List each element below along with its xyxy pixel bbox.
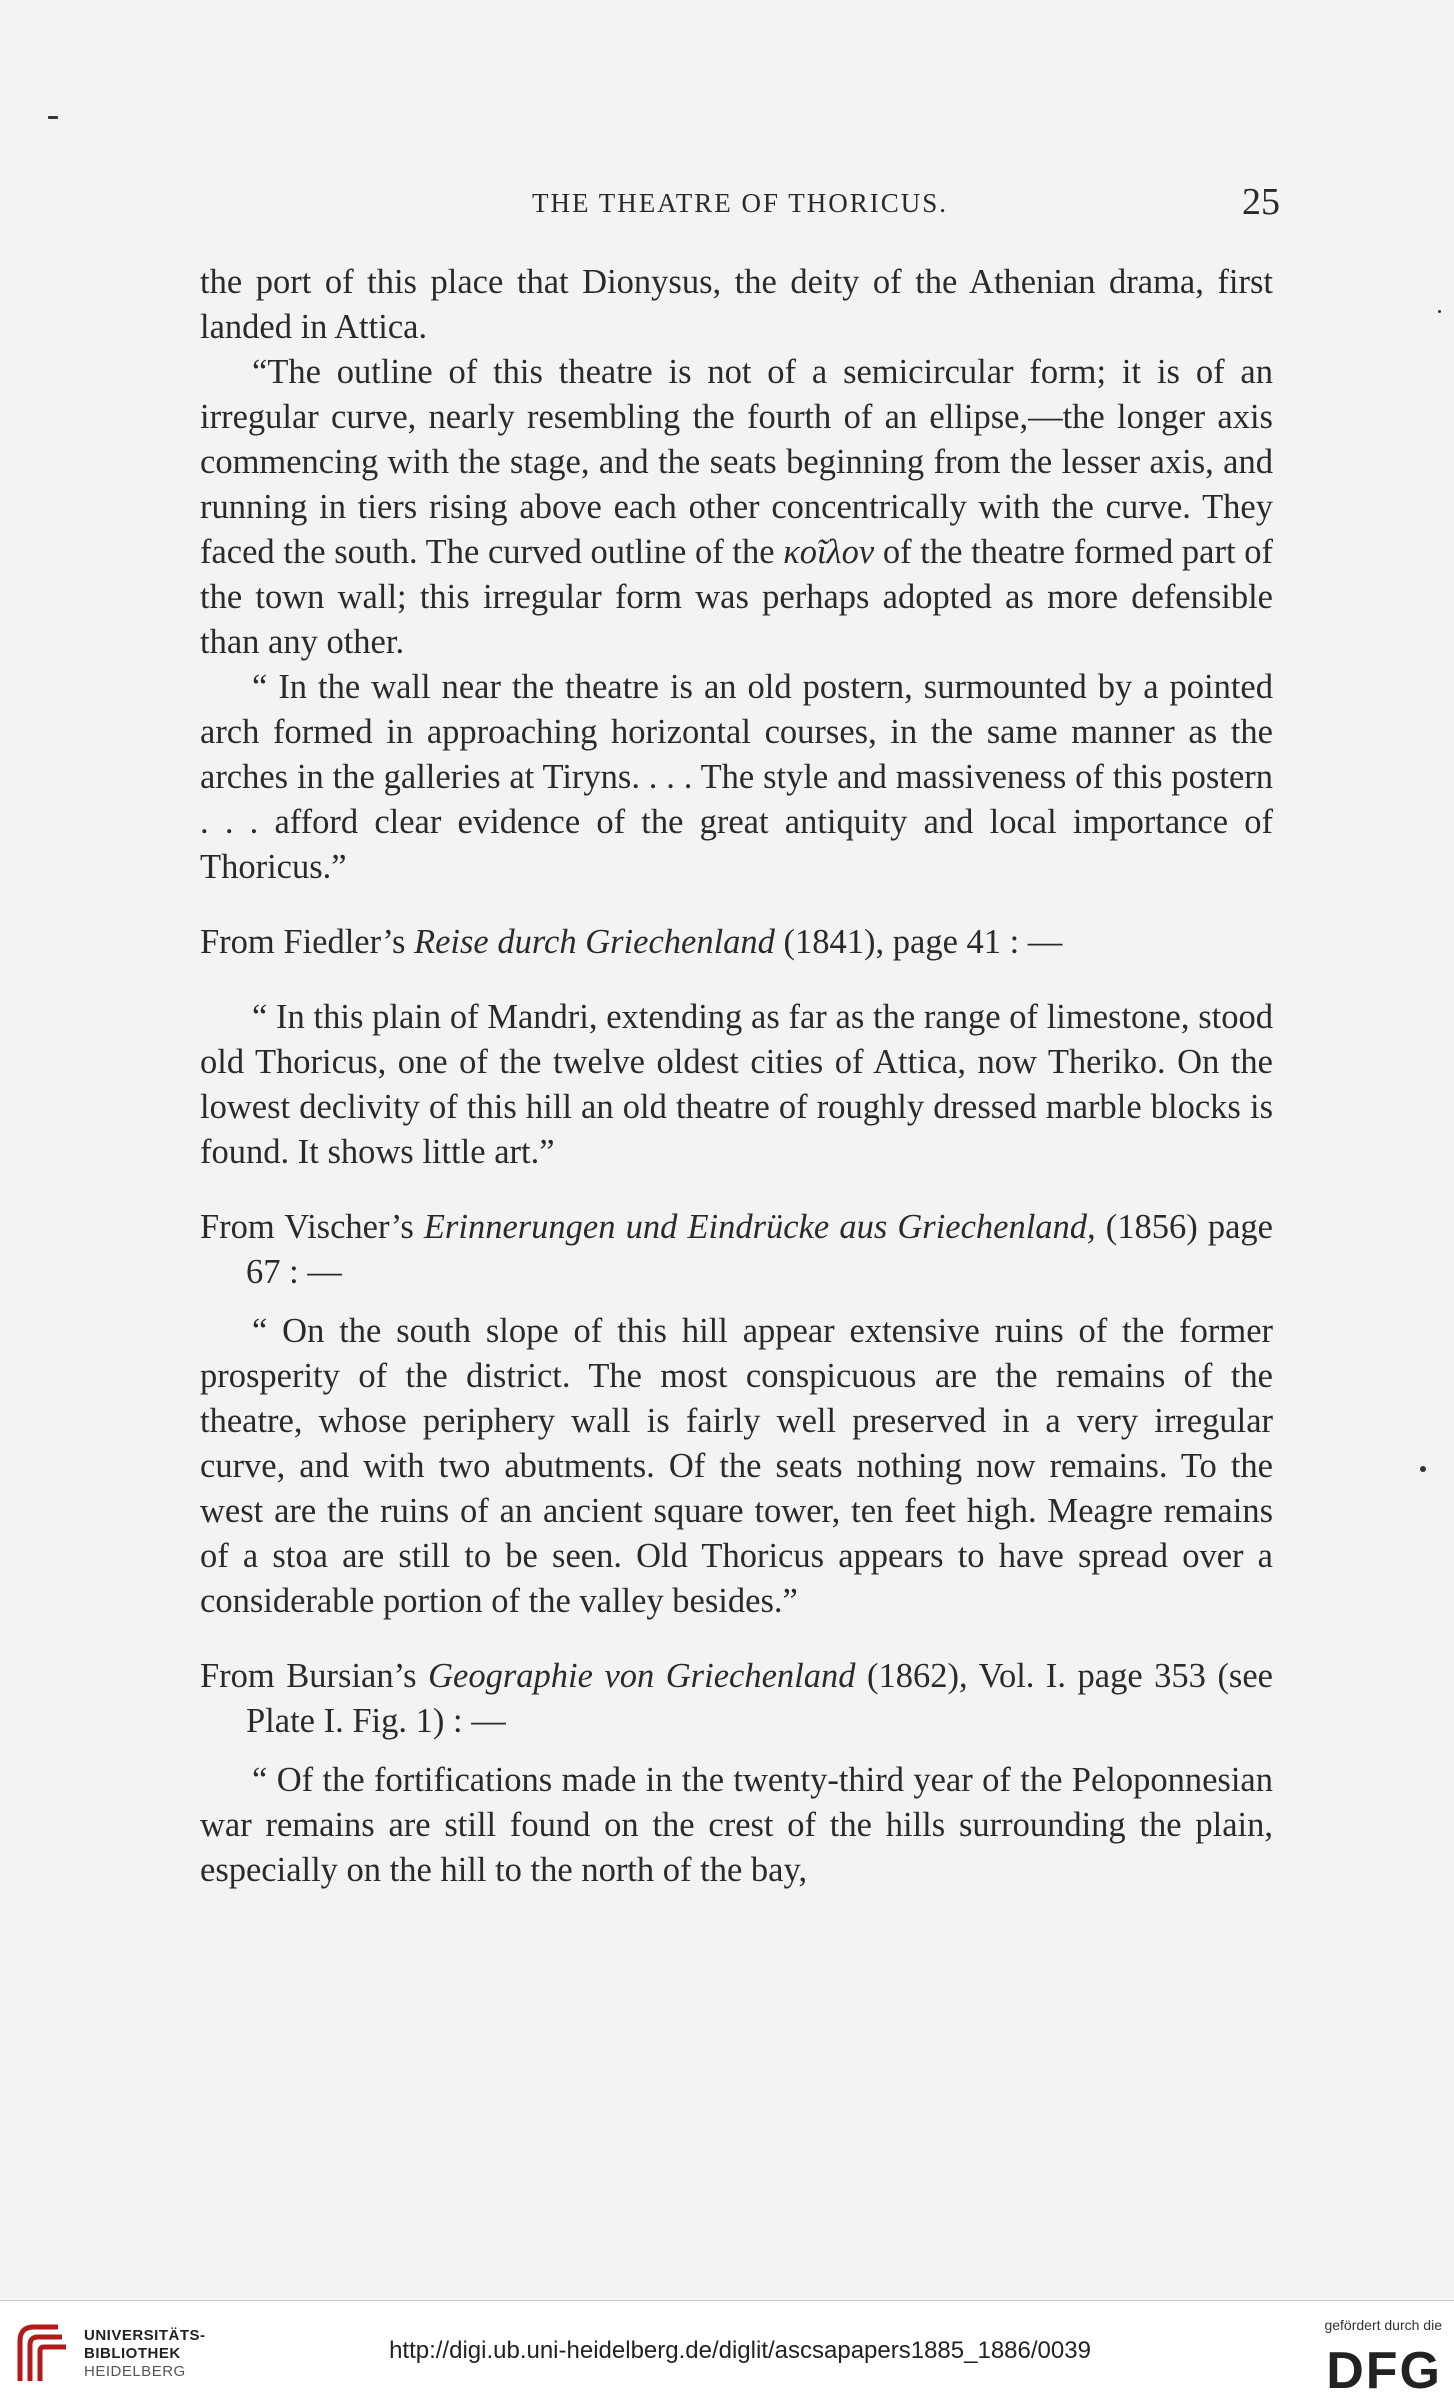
greek-word: κοῖλον (783, 533, 875, 571)
running-head (200, 181, 1280, 238)
body-text (200, 260, 1273, 1893)
text-run: (1862), Vol. I. page 353 (see Plate I. Fig. 1) : — (246, 1657, 1273, 1740)
text-run: (1841), page 41 : — (774, 923, 1063, 961)
paragraph-quote-outline (200, 350, 1273, 665)
text-run: From Bursian’s (200, 1657, 429, 1695)
running-title: THE THEATRE OF THORICUS. (531, 188, 949, 218)
library-city: HEIDELBERG (84, 2363, 186, 2380)
paragraph-continuation: the port of this place that Dionysus, the deity of the Athenian drama, first landed in Attica. (200, 263, 1273, 346)
book-title: Erinnerungen und Eindrücke aus Griechenland, (423, 1208, 1096, 1246)
library-logo-icon (14, 2319, 78, 2389)
text-run: “The outline of this theatre is not of a semicircular form; it is of an irregular curve, nearly resembling the fourth of an ellipse,—the longer axis commencing with the stage, and the seats beginning from the lesser axis, and running in tiers rising above each other concentrically with the curve. They faced the south. The curved outline of the (200, 353, 1273, 571)
scan-speck (1420, 1466, 1426, 1472)
paragraph-quote-south-slope: “ On the south slope of this hill appear extensive ruins of the former prosperity of the district. The most conspicuous are the remains of the theatre, whose periphery wall is fairly well preserved in a very irregular curve, and with two abutments. Of the seats nothing now remains. To the west are the ruins of an ancient square tower, ten feet high. Meagre remains of a stoa are still to be seen. Old Thoricus appears to have spread over a considerable portion of the valley besides.” (200, 1312, 1273, 1620)
paragraph-quote-postern: “ In the wall near the theatre is an old postern, surmounted by a pointed arch formed in approaching horizontal courses, in the same manner as the arches in the galleries at Tiryns. . . . The style and massiveness of this postern . . . afford clear evidence of the great antiquity and local importance of Thoricus.” (200, 668, 1273, 886)
library-name-line: UNIVERSITÄTS- (84, 2327, 206, 2344)
funding-note: gefördert durch die (1324, 2317, 1442, 2333)
scan-speck (48, 116, 58, 119)
source-citation-fiedler (200, 920, 1273, 965)
source-citation-vischer (200, 1205, 1273, 1295)
library-name (84, 2327, 206, 2381)
dfg-logo: DFG (1326, 2342, 1442, 2400)
digitization-footer (0, 2300, 1454, 2406)
text-run: From Vischer’s (200, 1208, 424, 1246)
book-title: Reise durch Griechenland (414, 923, 775, 961)
book-title: Geographie von Griechenland (428, 1657, 856, 1695)
paragraph-quote-fortifications: “ Of the fortifications made in the twenty-third year of the Peloponnesian war remains are still found on the crest of the hills surrounding the plain, especially on the hill to the north of the bay, (200, 1761, 1273, 1889)
page-number: 25 (1242, 181, 1280, 223)
text-run: (1856) page 67 : — (246, 1208, 1273, 1291)
scan-speck (1438, 310, 1441, 313)
library-name-line: BIBLIOTHEK (84, 2345, 181, 2362)
source-citation-bursian (200, 1654, 1273, 1744)
permalink-url[interactable]: http://digi.ub.uni-heidelberg.de/diglit/ascsapapers1885_1886/0039 (389, 2337, 1091, 2364)
text-run: of the theatre formed part of the town wall; this irregular form was perhaps adopted as more defensible than any other. (200, 533, 1273, 661)
text-run: From Fiedler’s (200, 923, 415, 961)
paragraph-quote-mandri: “ In this plain of Mandri, extending as far as the range of limestone, stood old Thoricus, one of the twelve oldest cities of Attica, now Theriko. On the lowest declivity of this hill an old theatre of roughly dressed marble blocks is found. It shows little art.” (200, 998, 1273, 1171)
